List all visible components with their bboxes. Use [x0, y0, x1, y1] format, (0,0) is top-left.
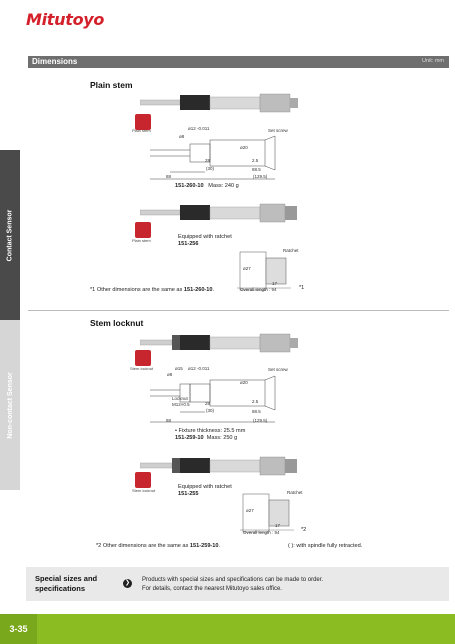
section-title: Dimensions — [32, 57, 78, 66]
plain-stem-ratchet-badge — [135, 222, 151, 238]
stem-locknut-badge — [135, 350, 151, 366]
dim-2-5: 2.5 — [252, 158, 259, 163]
plain-stem-heading: Plain stem — [90, 80, 133, 90]
micrometer-ratchet-photo — [140, 202, 300, 224]
dim-88: 88 — [166, 174, 172, 179]
footnote-marker-1: *1 — [299, 285, 305, 291]
equipped-ratchet-text-2: Equipped with ratchet — [178, 484, 232, 490]
side-tab-contact-label: Contact Sensor — [6, 209, 14, 261]
plain-stem-model: 151-260-10 — [175, 183, 204, 189]
dim-88-locknut: 88 — [166, 418, 172, 423]
ratchet-model-2: 151-255 — [178, 491, 199, 497]
dim-d8: ø8 — [179, 134, 185, 139]
stem-locknut-badge-label: Stem locknut — [130, 366, 154, 371]
set-screw-label: Set screw — [268, 128, 288, 133]
dim-30: (30) — [206, 166, 215, 171]
section-divider — [28, 310, 449, 311]
dim-28-locknut: 28 — [205, 401, 211, 406]
dim-d27-2: ø27 — [246, 508, 254, 513]
locknut-label: Locknut — [172, 396, 188, 401]
dim-d8-locknut: ø8 — [167, 372, 173, 377]
dim-d20-locknut: ø20 — [240, 380, 248, 385]
unit-label: Unit: mm — [422, 58, 444, 64]
footer-bar — [0, 614, 455, 644]
dim-129-5-locknut: (129.5) — [253, 418, 268, 423]
micrometer-locknut-ratchet-photo — [140, 455, 300, 477]
stem-locknut-ratchet-badge-label: Stem locknut — [132, 488, 156, 493]
stem-locknut-footnote — [96, 543, 220, 549]
plain-stem-ratchet-badge-label: Plain stem — [132, 238, 151, 243]
thread-label: M12×0.5 — [172, 402, 190, 407]
stem-locknut-captions — [175, 428, 245, 442]
stem-locknut-model: 151-259-10 — [175, 435, 204, 441]
special-sizes-title — [35, 574, 97, 594]
micrometer-locknut-photo — [140, 332, 300, 354]
dim-d15: ø15 — [175, 366, 183, 371]
set-screw-locknut-label: Set screw — [268, 367, 288, 372]
arrow-right-icon: ❯ — [124, 580, 131, 586]
stem-locknut-ratchet-caption — [178, 484, 232, 498]
plain-stem-ratchet-caption — [178, 234, 232, 248]
stem-locknut-mass: Mass: 250 g — [206, 435, 238, 441]
side-tab-contact-sensor[interactable] — [0, 150, 20, 320]
plain-stem-model-mass — [175, 183, 239, 189]
dim-28: 28 — [205, 158, 211, 163]
ratchet-label-2: Ratchet — [287, 490, 303, 495]
dim-d20: ø20 — [240, 145, 248, 150]
special-sizes-box — [26, 567, 449, 601]
ratchet-model: 151-256 — [178, 241, 199, 247]
dim-88-5: 88.5 — [252, 167, 261, 172]
special-title-line1: Special sizes and — [35, 574, 98, 583]
micrometer-head-photo — [140, 92, 300, 114]
section-header-bar — [28, 56, 449, 68]
side-tab-noncontact-sensor[interactable] — [0, 320, 20, 490]
dim-d12-locknut: ø12 -0.011 — [188, 366, 210, 371]
plain-stem-mass: Mass: 240 g — [208, 183, 239, 189]
plain-stem-footnote — [90, 287, 214, 293]
plain-stem-badge-label: Plain stem — [132, 128, 151, 133]
footnote-end-1: . — [212, 287, 215, 293]
dim-30-locknut: (30) — [206, 408, 215, 413]
special-sizes-text — [142, 576, 323, 593]
special-text-line1: Products with special sizes and specifications can be made to order. — [142, 577, 324, 583]
special-text-line2: For details, contact the nearest Mitutoyo sales office. — [142, 585, 282, 592]
dim-17: 17 — [272, 281, 278, 286]
dim-88-5-locknut: 88.5 — [252, 409, 261, 414]
overall-length-label-2: Overall length : 94 — [243, 530, 280, 535]
dim-2-5-locknut: 2.5 — [252, 399, 259, 404]
stem-locknut-heading: Stem locknut — [90, 318, 144, 328]
page-number: 3-35 — [0, 614, 37, 644]
footnote-text-1: *1 Other dimensions are the same as — [90, 287, 184, 293]
dim-d27: ø27 — [243, 266, 251, 271]
overall-length-label: Overall length : 94 — [240, 287, 277, 292]
equipped-ratchet-text: Equipped with ratchet — [178, 234, 232, 240]
footnote-model-1: 151-260-10 — [183, 287, 213, 293]
retracted-note: ( ): with spindle fully retracted. — [288, 543, 363, 549]
footnote-end-2: . — [218, 543, 221, 549]
mitutoyo-logo: Mitutoyo — [26, 10, 105, 29]
side-tab-noncontact-label: Non-contact Sensor — [6, 371, 14, 439]
dim-129-5: (129.5) — [253, 174, 268, 179]
dim-d12: ø12 -0.011 — [188, 126, 210, 131]
stem-locknut-ratchet-badge — [135, 472, 151, 488]
special-title-line2: specifications — [35, 584, 86, 593]
footnote-marker-2: *2 — [301, 527, 307, 533]
fixture-thickness-text: • Fixture thickness: 25.5 mm — [175, 428, 246, 434]
footnote-model-2: 151-259-10 — [189, 543, 219, 549]
ratchet-label: Ratchet — [283, 248, 299, 253]
footnote-text-2: *2 Other dimensions are the same as — [96, 543, 190, 549]
dim-17-2: 17 — [275, 523, 281, 528]
